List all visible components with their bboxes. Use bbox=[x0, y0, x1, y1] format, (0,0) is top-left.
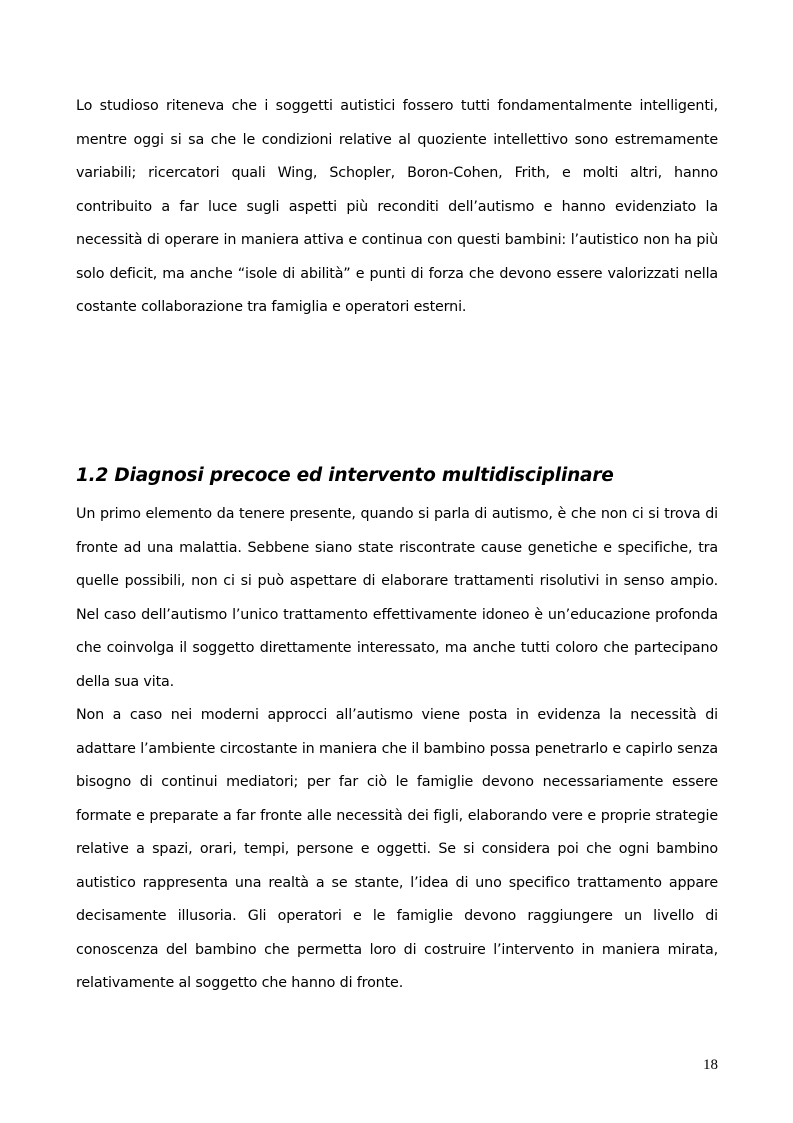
section-heading: 1.2 Diagnosi precoce ed intervento multidisciplinare bbox=[76, 465, 614, 486]
paragraph-modern-approaches: Non a caso nei moderni approcci all’autismo viene posta in evidenza la necessità di adattare l’ambiente circostante in maniera che il bambino possa penetrarlo e capirlo senza bisogno di continui mediatori; per far ciò le famiglie devono necessariamente essere formate e preparate a far fronte alle necessità dei figli, elaborando vere e proprie strategie relative a spazi, orari, tempi, persone e oggetti. Se si considera poi che ogni bambino autistico rappresenta una realtà a se stante, l’idea di uno specifico trattamento appare decisamente illusoria. Gli operatori e le famiglie devono raggiungere un livello di conoscenza del bambino che permetta loro di costruire l’intervento in maniera mirata, relativamente al soggetto che hanno di fronte. bbox=[76, 707, 718, 991]
paragraph-intro: Lo studioso riteneva che i soggetti autistici fossero tutti fondamentalmente intelligenti, mentre oggi si sa che le condizioni relative al quoziente intellettivo sono estremamente variabili; ricercatori quali Wing, Schopler, Boron-Cohen, Frith, e molti altri, hanno contribuito a far luce sugli aspetti più reconditi dell’autismo e hanno evidenziato la necessità di operare in maniera attiva e continua con questi bambini: l’autistico non ha più solo deficit, ma anche “isole di abilità” e punti di forza che devono essere valorizzati nella costante collaborazione tra famiglia e operatori esterni. bbox=[76, 98, 718, 315]
paragraph-first-element: Un primo elemento da tenere presente, quando si parla di autismo, è che non ci si trova di fronte ad una malattia. Sebbene siano state riscontrate cause genetiche e specifiche, tra quelle possibili, non ci si può aspettare di elaborare trattamenti risolutivi in senso ampio. Nel caso dell’autismo l’unico trattamento effettivamente idoneo è un’educazione profonda che coinvolga il soggetto direttamente interessato, ma anche tutti coloro che partecipano della sua vita. bbox=[76, 506, 718, 690]
page-number: 18 bbox=[703, 1057, 718, 1073]
